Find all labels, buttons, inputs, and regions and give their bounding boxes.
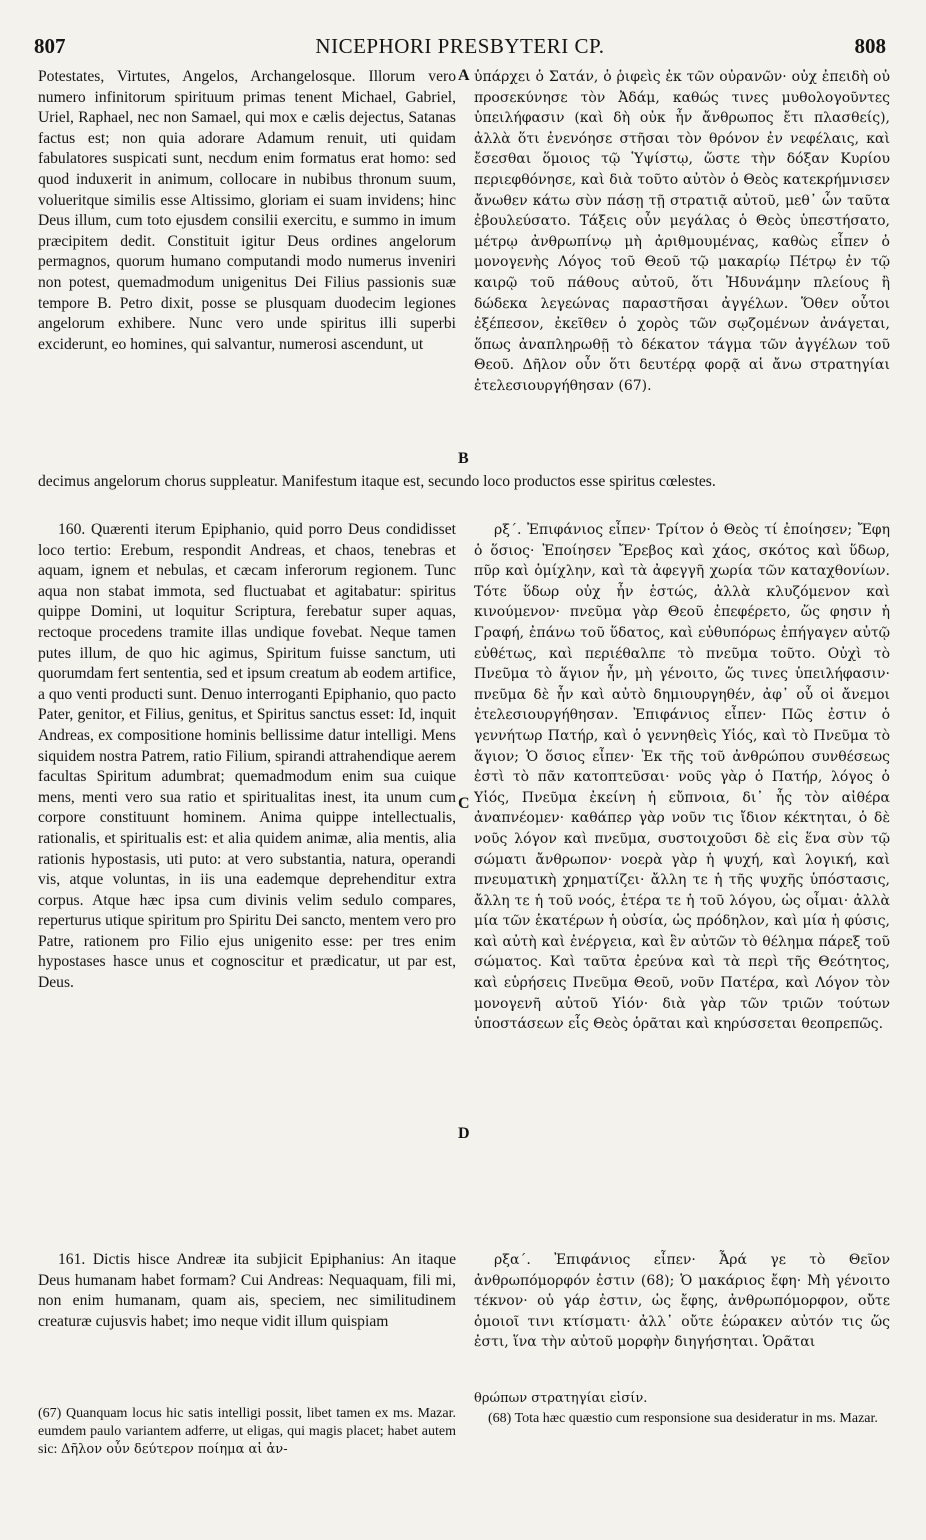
running-title: NICEPHORI PRESBYTERI CP.: [315, 34, 605, 58]
latin-column-160: [38, 520, 456, 994]
footnote-68-latin: (68) Tota hæc quæstio cum responsione sua desideratur in ms. Mazar.: [488, 1411, 878, 1426]
greek-paragraph-161: ρξα΄. Ἐπιφάνιος εἶπεν· Ἆρά γε τὸ Θεῖον ἀνθρωπόμορφόν ἐστιν (68); Ὁ μακάριος ἔφη· Μὴ γένοιτο τέκνον· οὐ γάρ ἐστιν, ὡς ἔφης, ἀνθρωπόμορφον, οὔτε ὁμοιοῖ τινι κτίσματι· ἀλλ᾽ οὔτε ἑώρακεν αὐτόν τις ὥς ἐστι, ἵνα τὴν αὐτοῦ μορφὴν διηγήσηται. Ὁρᾶται: [474, 1252, 890, 1351]
running-header: [34, 34, 886, 60]
greek-paragraph-160: ρξ΄. Ἐπιφάνιος εἶπεν· Τρίτον ὁ Θεὸς τί ἐποίησεν; Ἔφη ὁ ὅσιος· Ἐποίησεν Ἔρεβος καὶ χάος, σκότος καὶ ὕδωρ, πῦρ καὶ ὁμίχλην, καὶ τὰ ἀφεγγῆ χωρία τῶν καταχθονίων. Τότε ὕδωρ οὐχ ἦν ἑστώς, ἀλλὰ κλυζόμενον καὶ κινούμενον· πνεῦμα γὰρ Θεοῦ ἐπεφέρετο, ὥς φησιν ἡ Γραφή, ἐπάνω τοῦ ὕδατος, καὶ εὐθυπόρως ἐπήγαγεν αὐτῷ εὐθέτως, καὶ περιέθαλπε τὸ πνεῦμα τοῦτο. Οὐχὶ τὸ Πνεῦμα τὸ ἅγιον ἦν, μὴ γένοιτο, ὥς τινες ὑπειλήφασιν· πνεῦμα δὲ ἦν καὶ αὐτὸ δημιουργηθέν, ἀφ᾽ οὗ οἱ ἄνεμοι ἐτελεσιουργήθησαν. Ἐπιφάνιος εἶπεν· Πῶς ἐστιν ὁ γεννήτωρ Πατήρ, καὶ ὁ γεννηθεὶς Υἱός, καὶ τὸ Πνεῦμα τὸ ἅγιον; Ὁ ὅσιος εἶπεν· Ἐκ τῆς τοῦ ἀνθρώπου συνθέσεως ἐστὶ τὸ πᾶν κατοπτεῦσαι· νοῦς γὰρ ὁ Πατήρ, λόγος ὁ Υἱός, Πνεῦμα ἐκείνη ἡ εὔπνοια, δι᾽ ἧς τὸν αἰθέρα ἀναπνέομεν· καθάπερ γὰρ νοῦν τις ἴδιον κέκτηται, ὁ δὲ νοῦς λόγον καὶ πνεῦμα, συστοιχοῦσι δὲ εἰς ἕνα σὺν τῷ σώματι ἄνθρωπον· νοερὰ γὰρ ἡ ψυχή, καὶ λογική, καὶ πνευματικὴ χρηματίζει· ἄλλη τε ἡ τῆς ψυχῆς ὑπόστασις, ἄλλη τε ἡ τοῦ νοός, ἑτέρα τε ἡ τοῦ λόγου, ὡς οἶμαι· ἀλλὰ μία τῶν ἑκατέρων ἡ οὐσία, ὡς πρόδηλον, καὶ μία ἡ φύσις, καὶ αὐτὴ καὶ ἐνέργεια, καὶ ἓν αὐτῶν τὸ θέλημα πάρεξ τοῦ σώματος. Καὶ ταῦτα ἐρεύνα καὶ τὰ περὶ τῆς Θεότητος, καὶ εὑρήσεις Πνεῦμα Θεοῦ, νοῦν Πατέρα, καὶ Λόγον τὸν μονογενῆ αὐτοῦ Υἱόν· διὰ γὰρ τῶν τριῶν τούτων ὑποστάσεων εἷς Θεὸς ὁρᾶται καὶ κηρύσσεται θεοπρεπῶς.: [474, 522, 890, 1033]
footnote-67-latin: (67) Quanquam locus hic satis intelligi possit, libet tamen ex ms. Mazar. eumdem paulo variantem adferre, ut eligas, qui magis placet; habet autem sic:: [38, 1406, 456, 1457]
latin-paragraph-intro: Potestates, Virtutes, Angelos, Archangelosque. Illorum vero numero infinitorum spirituum primas tenent Michael, Gabriel, Uriel, Raphael, nec non Samael, qui mox e cælis dejectus, Satanas factus est; non quia adorare Adamum renuit, uti quidam fabulatores suspicati sunt, necdum enim formatus erat homo: sed quod induxerit in animum, collocare in nubibus thronum suum, volueritque similis esse Altissimo, gloriam ei suam invidens; hinc Deus illum, cum toto ejusdem consilii exercitu, e summo in imum præcipitem dedit. Constituit igitur Deus ordines angelorum permagnos, quorum humano computandi modo numerus inveniri non potest, quemadmodum unigenitus Dei Filius passionis suæ tempore B. Petro dixit, posse se plusquam duodecim legiones angelorum exhibere. Nunc vero unde spiritus illi superbi exciderunt, eo homines, qui salvantur, numerosi ascendunt, ut: [38, 68, 456, 353]
greek-paragraph-intro: ὑπάρχει ὁ Σατάν, ὁ ῥιφεὶς ἐκ τῶν οὐρανῶν· οὐχ ἐπειδὴ οὐ προσεκύνησε τὸν Ἀδάμ, καθώς τινες μυθολογοῦντες ὑπειλήφασιν (καὶ δὴ οὐκ ἦν ἄνθρωπος ἔτι πλασθείς), ἀλλὰ ὅτι ἐνενόησε στῆσαι τὸν θρόνον ἐν νεφέλαις, καὶ ἔσεσθαι ὅμοιος τῷ Ὑψίστῳ, ὥστε τὴν δόξαν Κυρίου περιεφθόνησε, καὶ διὰ τοῦτο αὐτὸν ὁ Θεὸς κατεκρήμνισεν ἄνωθεν κάτω σὺν πάσῃ τῇ στρατιᾷ αὐτοῦ, μεθ᾽ ὧν ταῦτα ἐβουλεύσατο. Τάξεις οὖν μεγάλας ὁ Θεὸς ὑπεστήσατο, μέτρῳ ἀνθρωπίνῳ μὴ ἀριθμουμένας, καθὼς εἶπεν ὁ μονογενὴς Λόγος τοῦ Θεοῦ τῷ μακαρίῳ Πέτρῳ ἐν τῷ καιρῷ τοῦ πάθους αὐτοῦ, ὅτι Ἠδυνάμην πλείους ἢ δώδεκα λεγεώνας παραστῆσαι ἀγγέλων. Ὅθεν οὗτοι ἐξέπεσον, ἐκεῖθεν ὁ χορὸς τῶν σῳζομένων ἀνάγεται, ὅπως ἀναπληρωθῇ τὸ δέκατον τάγμα τῶν ἀγγέλων τοῦ Θεοῦ. Δῆλον οὖν ὅτι δευτέρᾳ φορᾷ αἱ ἄνω στρατηγίαι ἐτελεσιουργήθησαν (67).: [474, 69, 890, 394]
footnote-67-greek: Δῆλον οὖν δεύτερον ποίημα αἱ ἀν-: [60, 1442, 288, 1457]
margin-letter-a: A: [458, 67, 470, 84]
greek-column-160: [474, 520, 890, 1035]
margin-letter-c: C: [458, 795, 470, 812]
margin-letter-b: B: [458, 450, 469, 467]
page-number-left: 807: [34, 34, 66, 58]
footnote-68: [474, 1390, 890, 1428]
greek-column-top: [474, 67, 890, 397]
greek-column-161: [474, 1250, 890, 1353]
latin-paragraph-161: 161. Dictis hisce Andreæ ita subjicit Epiphanius: An itaque Deus humanam habet formam? Cui Andreas: Nequaquam, fili mi, non enim humanam, quam ais, speciem, nec similitudinem creaturæ cujusvis habet; imo neque vidit illum quispiam: [38, 1251, 456, 1330]
latin-column-top: [38, 67, 456, 355]
margin-letter-d: D: [458, 1125, 470, 1142]
latin-paragraph-160: 160. Quærenti iterum Epiphanio, quid porro Deus condidisset loco tertio: Erebum, respondit Andreas, et chaos, tenebras et aquam, ignem et nebulas, et cæcam inferorum regionem. Tunc aqua non stabat immota, sed fluctuabat et agitabatur: spiritus quippe Domini, ut loquitur Scriptura, ferebatur super aquas, rectoque procedens tramite illas undique fovebat. Neque tamen putes illum, de quo hic agimus, Spiritum fuisse sanctum, uti quorumdam fert sententia, sed et ipsum creatum ab eodem artifice, a quo venti producti sunt. Denuo interroganti Epiphanio, quo pacto Pater, genitor, et Filius, genitus, et Spiritus sanctus esset: Id, inquit Andreas, ex compositione hominis bellissime datur intelligi. Mens siquidem nostra Patrem, ratio Filium, spirandi attrahendique aerem facultas Spiritum adumbrat; quemadmodum enim sua cuique mens, menti vero sua ratio et spiritualitas inest, ita unum cum corpore constituunt hominem. Anima quippe intellectualis, rationalis, et spiritualis est: et alia quidem animæ, alia mentis, alia rationis hypostasis, uti puto: at vero substantia, natura, operandi vis, atque voluntas, in iis una eademque deprehenditur extra corpus. Atque hæc ipsa cum divinis velim sedulo compares, reperturus utique spiritum pro Spiritu Dei sancto, mentem vero pro Patre, rationem pro Filio ejus unigenito esse: per tres enim hypostases hasce unus et cognoscitur et prædicatur, ut par est, Deus.: [38, 521, 456, 992]
latin-column-161: [38, 1250, 456, 1332]
page-number-right: 808: [854, 34, 886, 58]
footnote-67-greek-continued: θρώπων στρατηγίαι εἰσίν.: [474, 1391, 648, 1406]
spanning-line: decimus angelorum chorus suppleatur. Manifestum itaque est, secundo loco productos esse spiritus cœlestes.: [38, 473, 716, 490]
footnote-67: [38, 1405, 456, 1459]
